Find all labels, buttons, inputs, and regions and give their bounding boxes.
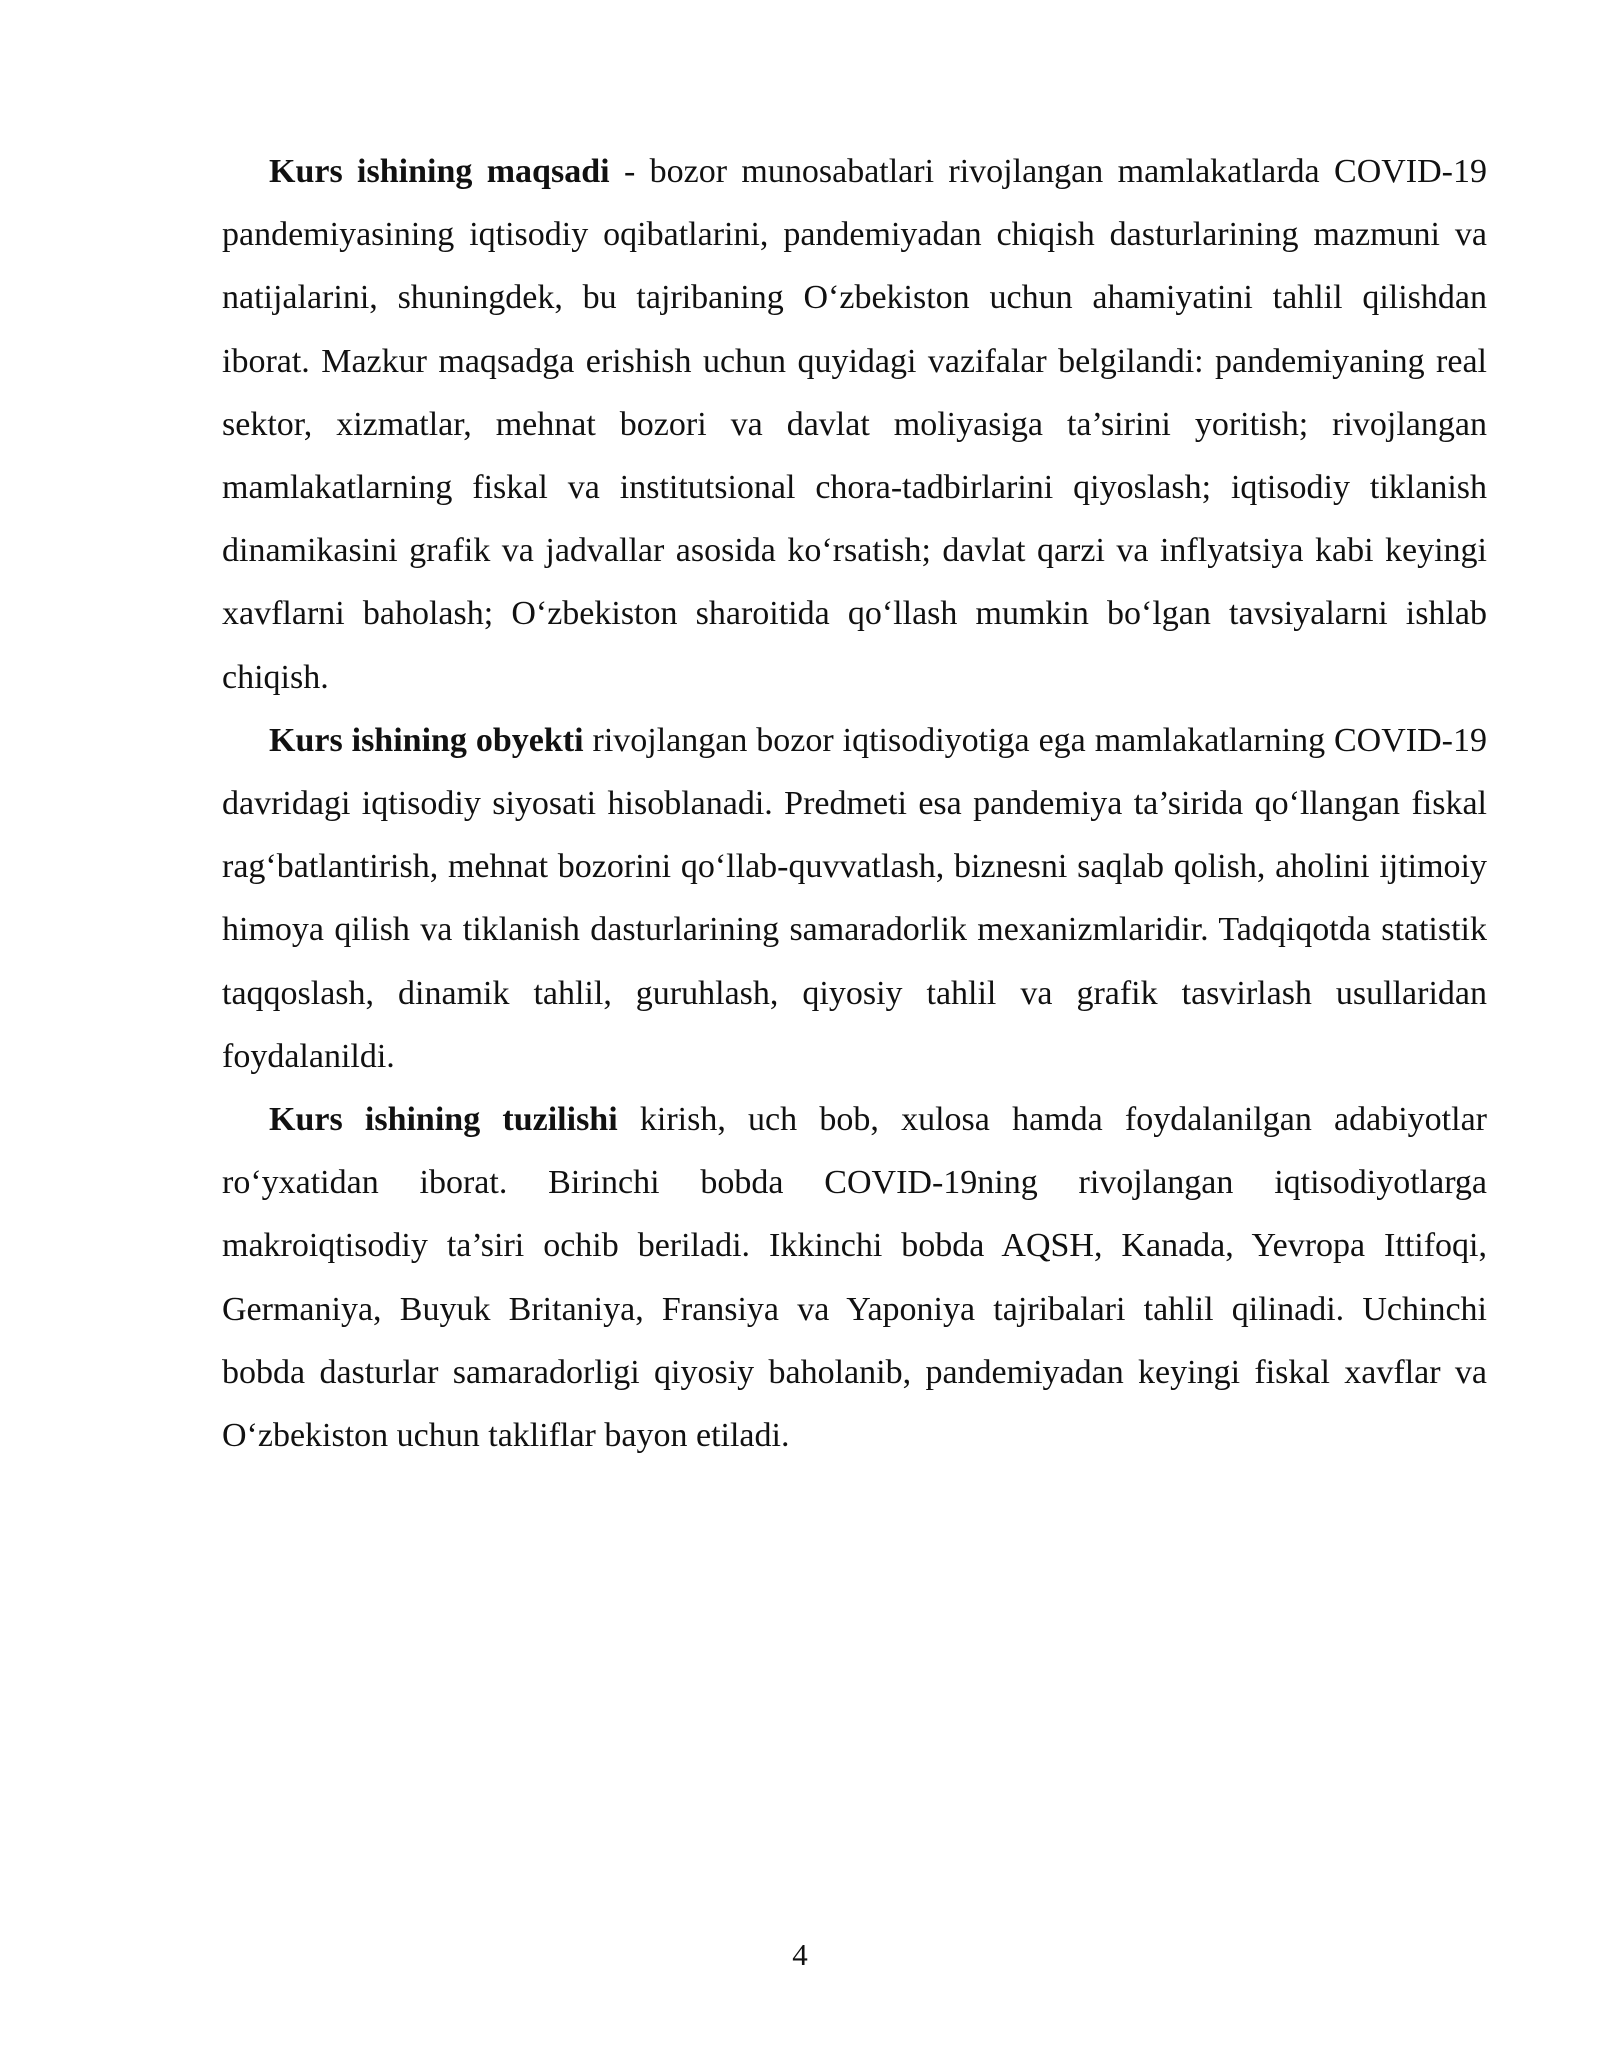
paragraph-object	[222, 709, 1487, 1088]
paragraph-lead-structure: Kurs ishining tuzilishi	[269, 1101, 618, 1139]
paragraph-text-purpose: - bozor munosabatlari rivojlangan mamlakatlarda COVID-19 pandemiyasining iqtisodiy oqibatlarini, pandemiyadan chiqish dasturlarining mazmuni va natijalarini, shuningdek, bu tajribaning O‘zbekiston uchun ahamiyatini tahlil qilishdan iborat. Mazkur maqsadga erishish uchun quyidagi vazifalar belgilandi: pandemiyaning real sektor, xizmatlar, mehnat bozori va davlat moliyasiga ta’sirini yoritish; rivojlangan mamlakatlarning fiskal va institutsional chora-tadbirlarini qiyoslash; iqtisodiy tiklanish dinamikasini grafik va jadvallar asosida ko‘rsatish; davlat qarzi va inflyatsiya kabi keyingi xavflarni baholash; O‘zbekiston sharoitida qo‘llash mumkin bo‘lgan tavsiyalarni ishlab chiqish.	[222, 153, 1488, 696]
paragraph-text-object: rivojlangan bozor iqtisodiyotiga ega mamlakatlarning COVID-19 davridagi iqtisodiy siyosati hisoblanadi. Predmeti esa pandemiya ta’sirida qo‘llangan fiskal rag‘batlantirish, mehnat bozorini qo‘llab-quvvatlash, biznesni saqlab qolish, aholini ijtimoiy himoya qilish va tiklanish dasturlarining samaradorlik mexanizmlaridir. Tadqiqotda statistik taqqoslash, dinamik tahlil, guruhlash, qiyosiy tahlil va grafik tasvirlash usullaridan foydalanildi.	[222, 721, 1487, 1075]
paragraph-lead-object: Kurs ishining obyekti	[269, 721, 584, 759]
paragraph-purpose	[222, 140, 1487, 709]
paragraph-structure	[222, 1088, 1487, 1467]
paragraph-lead-purpose: Kurs ishining maqsadi	[269, 153, 610, 190]
document-body	[222, 140, 1487, 1467]
paragraph-text-structure: kirish, uch bob, xulosa hamda foydalanilgan adabiyotlar ro‘yxatidan iborat. Birinchi bobda COVID-19ning rivojlangan iqtisodiyotlarga makroiqtisodiy ta’siri ochib beriladi. Ikkinchi bobda AQSH, Kanada, Yevropa Ittifoqi, Germaniya, Buyuk Britaniya, Fransiya va Yaponiya tajribalari tahlil qilinadi. Uchinchi bobda dasturlar samaradorligi qiyosiy baholanib, pandemiyadan keyingi fiskal xavflar va O‘zbekiston uchun takliflar bayon etiladi.	[222, 1101, 1487, 1455]
page-number: 4	[792, 1937, 808, 1972]
